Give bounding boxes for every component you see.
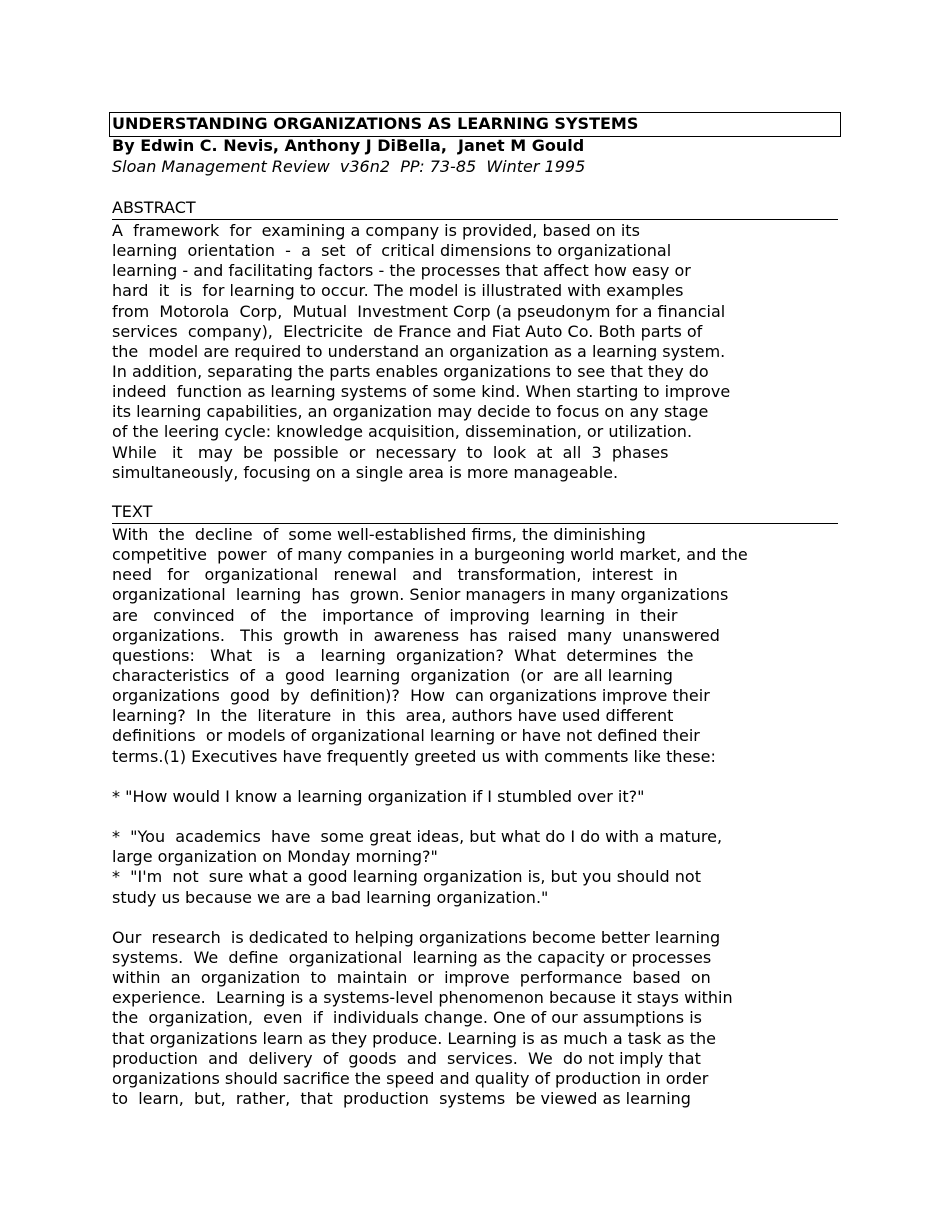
text-line: organizations good by definition)? How can organizations improve their <box>112 686 710 706</box>
text-line: In addition, separating the parts enables organizations to see that they do <box>112 361 709 381</box>
text-line: services company), Electricite de France and Fiat Auto Co. Both parts of <box>112 321 703 341</box>
text-line: learning? In the literature in this area, authors have used different <box>112 706 674 726</box>
text-line: While it may be possible or necessary to look at all 3 phases <box>112 442 669 462</box>
text-divider <box>112 523 838 524</box>
abstract-divider <box>112 219 838 220</box>
abstract-body <box>112 221 842 483</box>
text-line: terms.(1) Executives have frequently greeted us with comments like these: <box>112 746 716 766</box>
abstract-heading: ABSTRACT <box>112 198 196 217</box>
text-line: A framework for examining a company is provided, based on its <box>112 221 640 240</box>
text-line: production and delivery of goods and services. We do not imply that <box>112 1048 701 1068</box>
text-body <box>112 525 842 1109</box>
text-line: definitions or models of organizational learning or have not defined their <box>112 726 700 746</box>
text-line: systems. We define organizational learning as the capacity or processes <box>112 947 712 967</box>
text-line: the model are required to understand an organization as a learning system. <box>112 341 726 361</box>
text-line: * "How would I know a learning organization if I stumbled over it?" <box>112 786 645 806</box>
text-line: organizations should sacrifice the speed and quality of production in order <box>112 1068 709 1088</box>
text-line: competitive power of many companies in a burgeoning world market, and the <box>112 545 748 565</box>
text-line: Our research is dedicated to helping organizations become better learning <box>112 927 721 947</box>
text-line: its learning capabilities, an organization may decide to focus on any stage <box>112 402 709 422</box>
text-line: learning orientation - a set of critical dimensions to organizational <box>112 241 672 261</box>
text-line: need for organizational renewal and transformation, interest in <box>112 565 678 585</box>
text-line: that organizations learn as they produce. Learning is as much a task as the <box>112 1028 716 1048</box>
text-line: the organization, even if individuals change. One of our assumptions is <box>112 1008 702 1028</box>
text-line: simultaneously, focusing on a single area is more manageable. <box>112 462 619 482</box>
text-line: learning - and facilitating factors - the processes that affect how easy or <box>112 261 691 281</box>
text-line: organizational learning has grown. Senior managers in many organizations <box>112 585 729 605</box>
document-title: UNDERSTANDING ORGANIZATIONS AS LEARNING SYSTEMS <box>112 114 639 133</box>
text-line: questions: What is a learning organization? What determines the <box>112 645 694 665</box>
text-line: * "You academics have some great ideas, but what do I do with a mature, <box>112 827 723 847</box>
text-line: within an organization to maintain or improve performance based on <box>112 968 711 988</box>
text-line: are convinced of the importance of improving learning in their <box>112 605 678 625</box>
document-citation: Sloan Management Review v36n2 PP: 73-85 Winter 1995 <box>112 157 586 176</box>
text-line: With the decline of some well-established firms, the diminishing <box>112 525 646 544</box>
text-line: characteristics of a good learning organization (or are all learning <box>112 665 673 685</box>
text-line: organizations. This growth in awareness has raised many unanswered <box>112 625 720 645</box>
text-line: from Motorola Corp, Mutual Investment Corp (a pseudonym for a financial <box>112 301 726 321</box>
document-authors: By Edwin C. Nevis, Anthony J DiBella, Janet M Gould <box>112 136 585 155</box>
text-heading: TEXT <box>112 502 153 521</box>
text-line: of the leering cycle: knowledge acquisition, dissemination, or utilization. <box>112 422 693 442</box>
text-line: large organization on Monday morning?" <box>112 847 438 867</box>
text-line: experience. Learning is a systems-level phenomenon because it stays within <box>112 988 733 1008</box>
text-line: to learn, but, rather, that production systems be viewed as learning <box>112 1088 691 1108</box>
text-line: hard it is for learning to occur. The model is illustrated with examples <box>112 281 684 301</box>
text-line <box>112 908 842 928</box>
text-line <box>112 807 842 827</box>
text-line: study us because we are a bad learning organization." <box>112 887 549 907</box>
text-line <box>112 767 842 787</box>
text-line: * "I'm not sure what a good learning organization is, but you should not <box>112 867 701 887</box>
text-line: indeed function as learning systems of some kind. When starting to improve <box>112 382 731 402</box>
